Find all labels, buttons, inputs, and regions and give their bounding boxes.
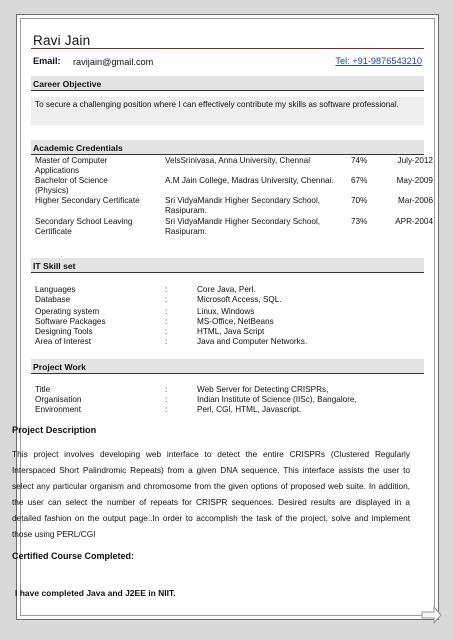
skill-colon: : <box>165 327 168 336</box>
section-project-work: Project Work <box>31 359 424 374</box>
project-key: Environment <box>35 405 81 414</box>
acad-percent: 73% <box>351 217 368 226</box>
acad-degree: Bachelor of Science (Physics) <box>35 176 108 195</box>
acad-date: Mar-2006 <box>397 196 433 205</box>
skill-key: Operating system <box>35 307 100 316</box>
skill-colon: : <box>165 285 168 294</box>
acad-institution: VelsSrinivasa, Anna University, Chennai <box>165 156 311 165</box>
acad-degree: Master of Computer Applications <box>35 156 108 175</box>
acad-date: July-2012 <box>397 156 433 165</box>
acad-institution: A.M Jain College, Madras University, Chennai. <box>165 176 334 185</box>
acad-institution: Sri VidyaMandir Higher Secondary School, Rasipuram. <box>165 196 321 215</box>
project-value: Indian Institute of Science (IISc), Bangalore, <box>197 395 357 404</box>
acad-percent: 70% <box>351 196 368 205</box>
certified-course-title: Certified Course Completed: <box>12 551 135 561</box>
skill-colon: : <box>165 337 168 346</box>
skill-colon: : <box>165 295 168 304</box>
candidate-name: Ravi Jain <box>33 33 91 48</box>
project-colon: : <box>165 385 168 394</box>
acad-degree: Higher Secondary Certificate <box>35 196 140 205</box>
skill-key: Database <box>35 295 71 304</box>
skill-colon: : <box>165 317 168 326</box>
acad-date: May-2009 <box>396 176 433 185</box>
section-it-skills: IT Skill set <box>31 258 424 273</box>
page-curl-icon <box>420 604 442 626</box>
acad-degree: Secondary School Leaving Certificate <box>35 217 133 236</box>
skill-value: Linux, Windows <box>197 307 255 316</box>
certified-course-text: I have completed Java and J2EE in NIIT. <box>15 588 176 598</box>
objective-text: To secure a challenging position where I can effectively contribute my skills as software professional. <box>31 97 424 125</box>
project-colon: : <box>165 395 168 404</box>
skill-value: Core Java, Perl. <box>197 285 256 294</box>
project-description-title: Project Description <box>12 425 97 435</box>
project-colon: : <box>165 405 168 414</box>
skill-value: Java and Computer Networks. <box>197 337 308 346</box>
project-value: Perl, CGI, HTML, Javascript. <box>197 405 302 414</box>
acad-date: APR-2004 <box>395 217 433 226</box>
phone-link[interactable]: Tel: +91-9876543210 <box>335 56 422 66</box>
skill-key: Designing Tools <box>35 327 93 336</box>
project-value: Web Server for Detecting CRISPRs, <box>197 385 329 394</box>
skill-value: Microsoft Access, SQL. <box>197 295 282 304</box>
acad-percent: 67% <box>351 176 368 185</box>
skill-colon: : <box>165 307 168 316</box>
name-divider <box>31 48 424 49</box>
project-description-text: This project involves developing web interface to detect the entire CRISPRs (Clustered Regularly Interspaced Short Palindromic Repeats) from a given DNA sequence. This interface assists the user to select any particular organism and chromosome from the given options of proposed web suite. In addition, the user can select the number of repeats for CRISPR sequences. Desired results are displayed in a detailed fashion on the output page..In order to accomplish the task of the project, solve and implement those using PERL/CGI <box>12 449 410 539</box>
section-academic-credentials: Academic Credentials <box>31 140 424 155</box>
project-key: Title <box>35 385 51 394</box>
acad-institution: Sri VidyaMandir Higher Secondary School, Rasipuram. <box>165 217 321 236</box>
skill-key: Area of Interest <box>35 337 91 346</box>
skill-value: HTML, Java Script <box>197 327 265 336</box>
project-key: Organisation <box>35 395 82 404</box>
email-label: Email: <box>33 56 61 66</box>
skill-key: Languages <box>35 285 76 294</box>
email-value: ravijain@gmail.com <box>73 57 154 67</box>
acad-percent: 74% <box>351 156 368 165</box>
skill-value: MS-Office, NetBeans <box>197 317 274 326</box>
skill-key: Software Packages <box>35 317 106 326</box>
section-career-objective: Career Objective <box>31 76 424 91</box>
